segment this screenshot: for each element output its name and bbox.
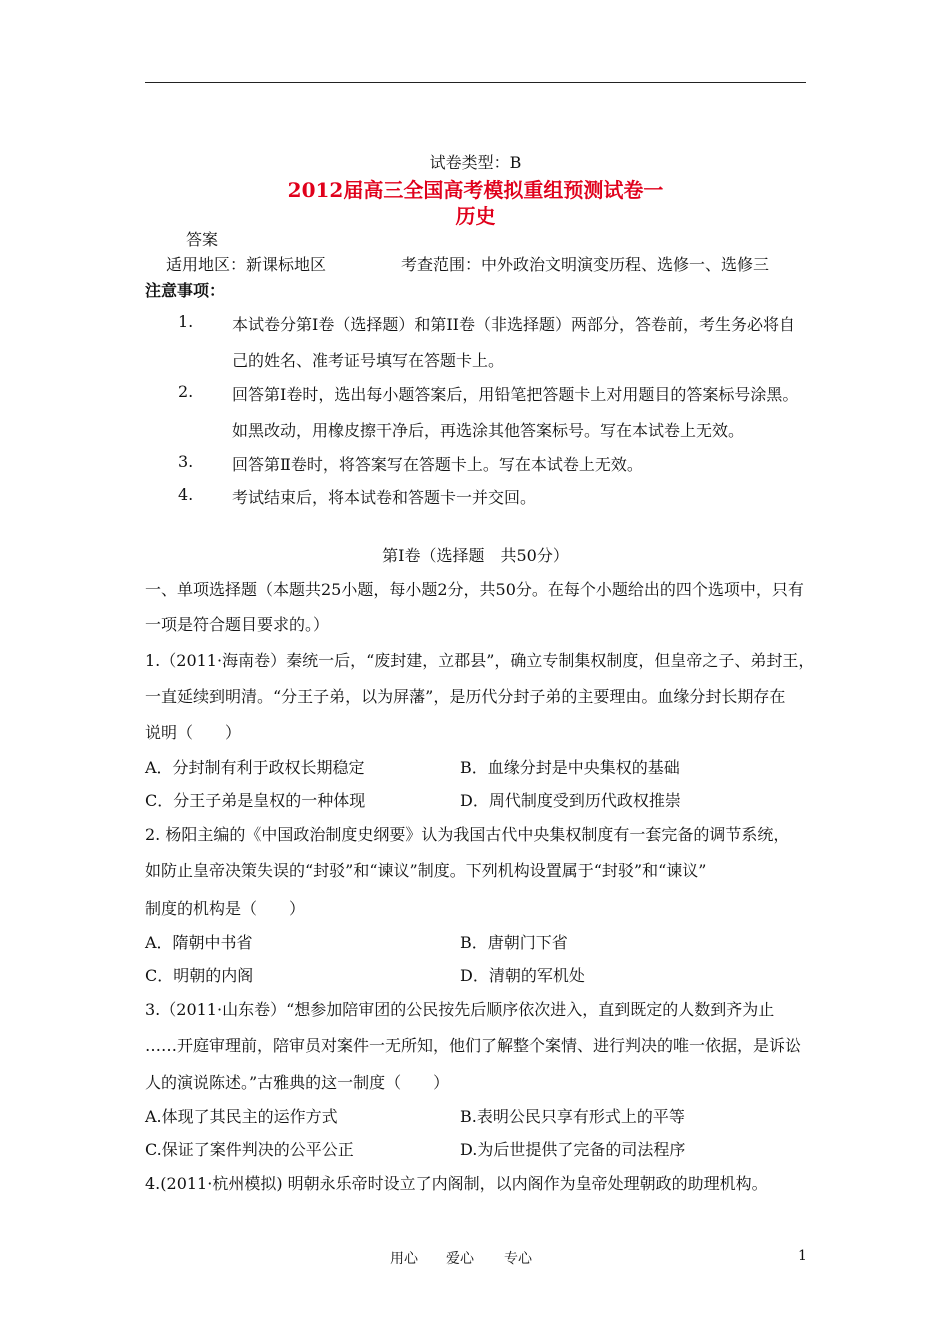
option-c: C.保证了案件判决的公平公正 [145, 1140, 354, 1159]
question-text: 如防止皇帝决策失误的“封驳”和“谏议”制度。下列机构设置属于“封驳”和“谏议” [145, 861, 707, 880]
option-a: A.体现了其民主的运作方式 [145, 1107, 338, 1126]
note-text: 考试结束后，将本试卷和答题卡一并交回。 [232, 488, 537, 507]
note-number: 4. [178, 485, 194, 504]
scope: 考查范围：中外政治文明演变历程、选修一、选修三 [401, 255, 770, 274]
note-text: 回答第Ⅱ卷时，将答案写在答题卡上。写在本试卷上无效。 [232, 455, 643, 474]
question-text: 4.(2011·杭州模拟) 明朝永乐帝时设立了内阁制，以内阁作为皇帝处理朝政的助理机构。 [145, 1174, 768, 1193]
question-text: 3.（2011·山东卷）“想参加陪审团的公民按先后顺序依次进入，直到既定的人数到齐为止 [145, 1000, 775, 1019]
section-instructions: 一、单项选择题（本题共25小题，每小题2分，共50分。在每个小题给出的四个选项中，只有 [145, 580, 804, 599]
footer-slogan: 用心 [390, 1251, 418, 1267]
region: 适用地区：新课标地区 [166, 255, 327, 274]
section-title: 第Ⅰ卷（选择题 共50分） [382, 546, 569, 565]
option-c: C．分王子弟是皇权的一种体现 [145, 791, 366, 810]
option-b: B．血缘分封是中央集权的基础 [460, 758, 680, 777]
question-text: 制度的机构是（ ） [145, 899, 306, 918]
question-text: 人的演说陈述。”古雅典的这一制度（ ） [145, 1073, 450, 1092]
exam-title: 2012届高三全国高考模拟重组预测试卷一 [287, 178, 664, 202]
note-text: 本试卷分第Ⅰ卷（选择题）和第II卷（非选择题）两部分，答卷前，考生务必将自 [232, 315, 795, 334]
option-b: B.表明公民只享有形式上的平等 [460, 1107, 685, 1126]
question-text: ……开庭审理前，陪审员对案件一无所知，他们了解整个案情、进行判决的唯一依据，是诉讼 [145, 1036, 802, 1055]
exam-type: 试卷类型：B [429, 153, 522, 172]
question-text: 一直延续到明清。“分王子弟，以为屏藩”，是历代分封子弟的主要理由。血缘分封长期存在 [145, 687, 786, 706]
option-a: A．分封制有利于政权长期稳定 [145, 758, 365, 777]
note-number: 2. [178, 382, 194, 401]
option-a: A．隋朝中书省 [145, 933, 253, 952]
note-text: 己的姓名、准考证号填写在答题卡上。 [232, 351, 505, 370]
question-text: 2. 杨阳主编的《中国政治制度史纲要》认为我国古代中央集权制度有一套完备的调节系统， [145, 825, 790, 844]
option-c: C．明朝的内阁 [145, 966, 254, 985]
notes-heading: 注意事项： [145, 281, 226, 300]
option-b: B．唐朝门下省 [460, 933, 568, 952]
question-text: 说明（ ） [145, 723, 242, 742]
footer-slogan: 专心 [504, 1251, 532, 1267]
note-text: 如黑改动，用橡皮擦干净后，再选涂其他答案标号。写在本试卷上无效。 [232, 421, 745, 440]
section-instructions: 一项是符合题目要求的。） [145, 615, 330, 634]
question-text: 1.（2011·海南卷）秦统一后，“废封建，立郡县”，确立专制集权制度，但皇帝之子、弟封王， [145, 651, 815, 670]
option-d: D．清朝的军机处 [460, 966, 585, 985]
option-d: D.为后世提供了完备的司法程序 [460, 1140, 686, 1159]
page-number: 1 [798, 1248, 807, 1264]
note-number: 1. [178, 312, 194, 331]
answer-label: 答案 [186, 230, 219, 249]
header-rule [145, 82, 806, 83]
option-d: D．周代制度受到历代政权推崇 [460, 791, 681, 810]
footer-slogan: 爱心 [446, 1251, 474, 1267]
note-text: 回答第Ⅰ卷时，选出每小题答案后，用铅笔把答题卡上对用题目的答案标号涂黑。 [232, 385, 799, 404]
note-number: 3. [178, 452, 194, 471]
exam-subject: 历史 [455, 204, 496, 228]
